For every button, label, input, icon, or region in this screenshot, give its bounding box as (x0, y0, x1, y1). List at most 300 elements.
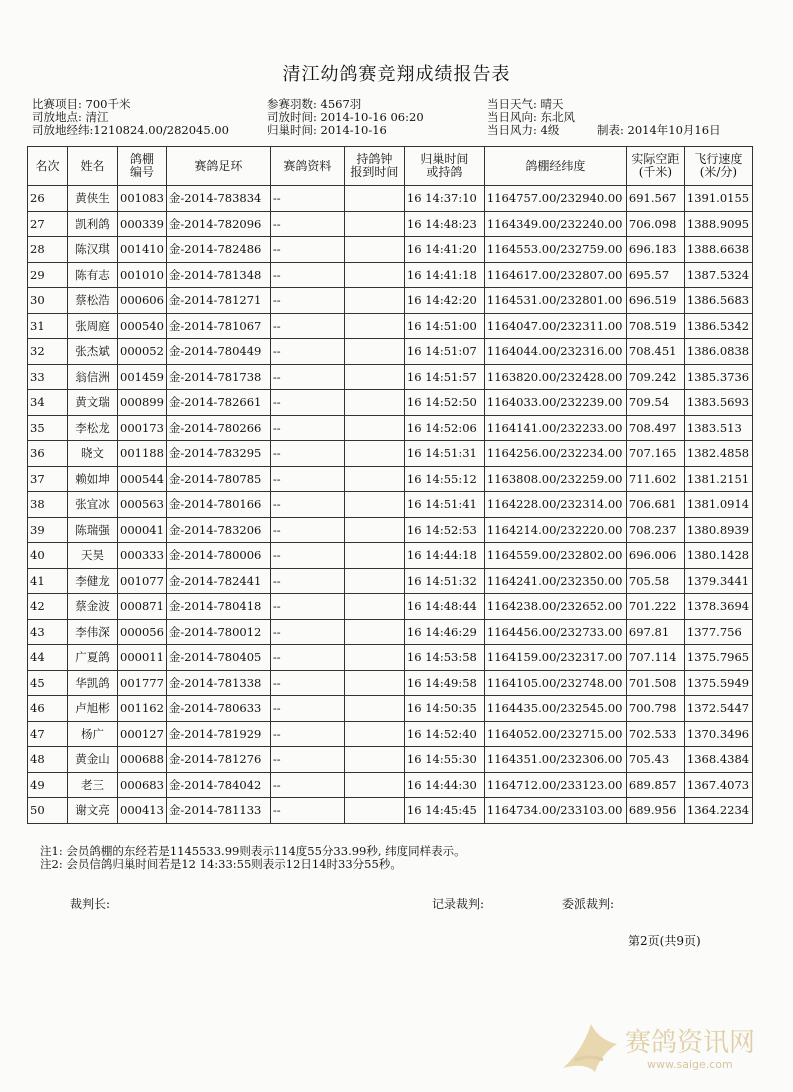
column-header-name: 姓名 (68, 147, 118, 186)
cell-name: 陈有志 (68, 262, 118, 288)
cell-coords: 1164238.00/232652.00 (484, 594, 626, 620)
cell-name: 蔡松浩 (68, 288, 118, 314)
cell-arrival: 16 14:44:18 (404, 543, 484, 569)
cell-clock (344, 543, 404, 569)
cell-rank: 45 (28, 670, 68, 696)
cell-name: 晓文 (68, 441, 118, 467)
cell-ring: 金-2014-781348 (166, 262, 270, 288)
cell-clock (344, 670, 404, 696)
cell-distance: 707.114 (626, 645, 684, 671)
cell-speed: 1364.2234 (684, 798, 752, 824)
table-row (28, 237, 753, 263)
cell-distance: 707.165 (626, 441, 684, 467)
cell-arrival: 16 14:51:32 (404, 568, 484, 594)
cell-coords: 1164553.00/232759.00 (484, 237, 626, 263)
cell-info: -- (270, 645, 344, 671)
cell-ring: 金-2014-782441 (166, 568, 270, 594)
cell-loft: 000899 (118, 390, 167, 416)
cell-arrival: 16 14:51:07 (404, 339, 484, 365)
table-row (28, 339, 753, 365)
table-row (28, 288, 753, 314)
cell-loft: 000052 (118, 339, 167, 365)
cell-rank: 36 (28, 441, 68, 467)
release-time: 司放时间: 2014-10-16 06:20 (267, 110, 424, 124)
cell-rank: 50 (28, 798, 68, 824)
cell-distance: 696.183 (626, 237, 684, 263)
cell-ring: 金-2014-780006 (166, 543, 270, 569)
cell-speed: 1386.0838 (684, 339, 752, 365)
cell-loft: 000173 (118, 415, 167, 441)
cell-distance: 689.857 (626, 772, 684, 798)
cell-distance: 706.098 (626, 211, 684, 237)
cell-loft: 000871 (118, 594, 167, 620)
cell-name: 华凯鸽 (68, 670, 118, 696)
cell-distance: 701.508 (626, 670, 684, 696)
cell-rank: 49 (28, 772, 68, 798)
cell-speed: 1380.8939 (684, 517, 752, 543)
cell-arrival: 16 14:50:35 (404, 696, 484, 722)
cell-coords: 1164757.00/232940.00 (484, 186, 626, 212)
column-header-ring: 赛鸽足环 (166, 147, 270, 186)
cell-info: -- (270, 466, 344, 492)
cell-speed: 1383.5693 (684, 390, 752, 416)
cell-speed: 1370.3496 (684, 721, 752, 747)
cell-rank: 30 (28, 288, 68, 314)
release-site: 司放地点: 清江 (32, 110, 109, 124)
cell-info: -- (270, 772, 344, 798)
watermark-url: www.saige.com (647, 1058, 733, 1071)
cell-distance: 701.222 (626, 594, 684, 620)
cell-ring: 金-2014-781738 (166, 364, 270, 390)
cell-loft: 000413 (118, 798, 167, 824)
cell-ring: 金-2014-780418 (166, 594, 270, 620)
cell-rank: 35 (28, 415, 68, 441)
cell-ring: 金-2014-782096 (166, 211, 270, 237)
page-number: 第2页(共9页) (628, 934, 701, 948)
cell-speed: 1380.1428 (684, 543, 752, 569)
cell-speed: 1368.4384 (684, 747, 752, 773)
cell-rank: 43 (28, 619, 68, 645)
cell-info: -- (270, 721, 344, 747)
cell-rank: 46 (28, 696, 68, 722)
cell-clock (344, 441, 404, 467)
cell-info: -- (270, 211, 344, 237)
watermark-name: 赛鸽资讯网 (625, 1028, 756, 1058)
cell-arrival: 16 14:37:10 (404, 186, 484, 212)
cell-info: -- (270, 339, 344, 365)
entries-count: 参赛羽数: 4567羽 (267, 97, 362, 111)
table-row (28, 492, 753, 518)
cell-coords: 1164052.00/232715.00 (484, 721, 626, 747)
cell-clock (344, 568, 404, 594)
cell-ring: 金-2014-780785 (166, 466, 270, 492)
cell-clock (344, 262, 404, 288)
cell-loft: 000606 (118, 288, 167, 314)
cell-name: 陈汉琪 (68, 237, 118, 263)
cell-arrival: 16 14:51:00 (404, 313, 484, 339)
cell-ring: 金-2014-781133 (166, 798, 270, 824)
cell-distance: 695.57 (626, 262, 684, 288)
cell-distance: 708.237 (626, 517, 684, 543)
table-row (28, 441, 753, 467)
cell-rank: 29 (28, 262, 68, 288)
cell-ring: 金-2014-784042 (166, 772, 270, 798)
cell-clock (344, 517, 404, 543)
column-header-info: 赛鸽资料 (270, 147, 344, 186)
cell-ring: 金-2014-780166 (166, 492, 270, 518)
cell-ring: 金-2014-780449 (166, 339, 270, 365)
cell-distance: 709.54 (626, 390, 684, 416)
table-row (28, 721, 753, 747)
cell-clock (344, 747, 404, 773)
cell-name: 卢旭彬 (68, 696, 118, 722)
cell-rank: 26 (28, 186, 68, 212)
cell-name: 张宜冰 (68, 492, 118, 518)
cell-speed: 1372.5447 (684, 696, 752, 722)
table-row (28, 211, 753, 237)
cell-distance: 708.497 (626, 415, 684, 441)
race-item: 比赛项目: 700千米 (32, 97, 131, 111)
cell-loft: 000339 (118, 211, 167, 237)
cell-arrival: 16 14:55:12 (404, 466, 484, 492)
cell-speed: 1375.5949 (684, 670, 752, 696)
cell-info: -- (270, 747, 344, 773)
cell-speed: 1382.4858 (684, 441, 752, 467)
watermark (555, 1010, 785, 1080)
cell-distance: 705.43 (626, 747, 684, 773)
cell-info: -- (270, 798, 344, 824)
cell-clock (344, 721, 404, 747)
cell-loft: 000563 (118, 492, 167, 518)
cell-speed: 1391.0155 (684, 186, 752, 212)
cell-name: 老三 (68, 772, 118, 798)
cell-coords: 1164141.00/232233.00 (484, 415, 626, 441)
cell-loft: 000683 (118, 772, 167, 798)
cell-speed: 1386.5683 (684, 288, 752, 314)
cell-arrival: 16 14:42:20 (404, 288, 484, 314)
cell-info: -- (270, 415, 344, 441)
cell-ring: 金-2014-781929 (166, 721, 270, 747)
cell-speed: 1388.9095 (684, 211, 752, 237)
cell-arrival: 16 14:51:57 (404, 364, 484, 390)
cell-name: 广夏鸽 (68, 645, 118, 671)
cell-coords: 1163820.00/232428.00 (484, 364, 626, 390)
cell-name: 黄侠生 (68, 186, 118, 212)
cell-coords: 1164734.00/233103.00 (484, 798, 626, 824)
cell-coords: 1164559.00/232802.00 (484, 543, 626, 569)
cell-clock (344, 492, 404, 518)
cell-loft: 001459 (118, 364, 167, 390)
column-header-clock: 持鸽钟 报到时间 (344, 147, 404, 186)
cell-rank: 41 (28, 568, 68, 594)
cell-name: 凯利鸽 (68, 211, 118, 237)
cell-ring: 金-2014-780405 (166, 645, 270, 671)
cell-speed: 1367.4073 (684, 772, 752, 798)
cell-speed: 1383.513 (684, 415, 752, 441)
cell-distance: 711.602 (626, 466, 684, 492)
cell-rank: 27 (28, 211, 68, 237)
cell-rank: 42 (28, 594, 68, 620)
cell-ring: 金-2014-783295 (166, 441, 270, 467)
table-row (28, 772, 753, 798)
cell-info: -- (270, 670, 344, 696)
cell-ring: 金-2014-781276 (166, 747, 270, 773)
return-time: 归巢时间: 2014-10-16 (267, 123, 387, 137)
cell-clock (344, 364, 404, 390)
cell-arrival: 16 14:52:50 (404, 390, 484, 416)
table-row (28, 568, 753, 594)
cell-distance: 689.956 (626, 798, 684, 824)
cell-ring: 金-2014-780012 (166, 619, 270, 645)
cell-info: -- (270, 186, 344, 212)
cell-distance: 706.681 (626, 492, 684, 518)
cell-rank: 34 (28, 390, 68, 416)
cell-arrival: 16 14:51:41 (404, 492, 484, 518)
cell-info: -- (270, 441, 344, 467)
cell-loft: 000056 (118, 619, 167, 645)
cell-coords: 1164349.00/232240.00 (484, 211, 626, 237)
cell-loft: 001162 (118, 696, 167, 722)
cell-info: -- (270, 696, 344, 722)
cell-ring: 金-2014-781067 (166, 313, 270, 339)
notes (40, 845, 466, 871)
cell-name: 黄金山 (68, 747, 118, 773)
cell-loft: 000127 (118, 721, 167, 747)
table-row (28, 186, 753, 212)
cell-arrival: 16 14:41:18 (404, 262, 484, 288)
page-title: 清江幼鸽赛竞翔成绩报告表 (282, 64, 511, 85)
cell-loft: 001077 (118, 568, 167, 594)
cell-rank: 32 (28, 339, 68, 365)
cell-coords: 1163808.00/232259.00 (484, 466, 626, 492)
cell-name: 李健龙 (68, 568, 118, 594)
cell-arrival: 16 14:52:53 (404, 517, 484, 543)
cell-rank: 31 (28, 313, 68, 339)
cell-arrival: 16 14:45:45 (404, 798, 484, 824)
cell-name: 杨广 (68, 721, 118, 747)
cell-loft: 001010 (118, 262, 167, 288)
cell-arrival: 16 14:49:58 (404, 670, 484, 696)
cell-loft: 001777 (118, 670, 167, 696)
cell-arrival: 16 14:55:30 (404, 747, 484, 773)
cell-clock (344, 186, 404, 212)
cell-coords: 1164159.00/232317.00 (484, 645, 626, 671)
cell-info: -- (270, 594, 344, 620)
cell-loft: 000688 (118, 747, 167, 773)
column-header-rank: 名次 (28, 147, 68, 186)
table-row (28, 747, 753, 773)
cell-info: -- (270, 568, 344, 594)
cell-speed: 1381.2151 (684, 466, 752, 492)
cell-coords: 1164228.00/232314.00 (484, 492, 626, 518)
cell-info: -- (270, 619, 344, 645)
cell-loft: 000540 (118, 313, 167, 339)
cell-arrival: 16 14:44:30 (404, 772, 484, 798)
cell-ring: 金-2014-782486 (166, 237, 270, 263)
cell-info: -- (270, 390, 344, 416)
cell-loft: 001083 (118, 186, 167, 212)
cell-info: -- (270, 364, 344, 390)
cell-coords: 1164435.00/232545.00 (484, 696, 626, 722)
cell-speed: 1375.7965 (684, 645, 752, 671)
cell-coords: 1164617.00/232807.00 (484, 262, 626, 288)
table-body (28, 186, 753, 824)
cell-rank: 44 (28, 645, 68, 671)
cell-name: 陈瑞强 (68, 517, 118, 543)
cell-info: -- (270, 237, 344, 263)
cell-name: 谢文亮 (68, 798, 118, 824)
cell-arrival: 16 14:52:06 (404, 415, 484, 441)
cell-loft: 001188 (118, 441, 167, 467)
cell-info: -- (270, 262, 344, 288)
cell-distance: 705.58 (626, 568, 684, 594)
cell-coords: 1164047.00/232311.00 (484, 313, 626, 339)
table-row (28, 390, 753, 416)
cell-coords: 1164105.00/232748.00 (484, 670, 626, 696)
note-2: 注2: 会员信鸽归巢时间若是12 14:33:55则表示12日14时33分55秒。 (40, 857, 402, 871)
cell-clock (344, 594, 404, 620)
cell-arrival: 16 14:48:23 (404, 211, 484, 237)
cell-speed: 1377.756 (684, 619, 752, 645)
cell-clock (344, 415, 404, 441)
cell-clock (344, 390, 404, 416)
table-row (28, 798, 753, 824)
cell-name: 张周庭 (68, 313, 118, 339)
cell-arrival: 16 14:46:29 (404, 619, 484, 645)
cell-loft: 000544 (118, 466, 167, 492)
cell-distance: 691.567 (626, 186, 684, 212)
cell-clock (344, 466, 404, 492)
delegate-referee-label: 委派裁判: (562, 897, 615, 911)
cell-clock (344, 313, 404, 339)
cell-clock (344, 772, 404, 798)
cell-clock (344, 339, 404, 365)
cell-ring: 金-2014-781271 (166, 288, 270, 314)
cell-clock (344, 237, 404, 263)
cell-coords: 1164351.00/232306.00 (484, 747, 626, 773)
cell-name: 李松龙 (68, 415, 118, 441)
table-row (28, 670, 753, 696)
cell-ring: 金-2014-780266 (166, 415, 270, 441)
cell-name: 天昊 (68, 543, 118, 569)
cell-name: 李伟深 (68, 619, 118, 645)
cell-info: -- (270, 288, 344, 314)
cell-ring: 金-2014-780633 (166, 696, 270, 722)
cell-speed: 1388.6638 (684, 237, 752, 263)
cell-speed: 1381.0914 (684, 492, 752, 518)
cell-clock (344, 619, 404, 645)
cell-clock (344, 211, 404, 237)
cell-arrival: 16 14:48:44 (404, 594, 484, 620)
cell-speed: 1387.5324 (684, 262, 752, 288)
table-row (28, 619, 753, 645)
cell-coords: 1164044.00/232316.00 (484, 339, 626, 365)
cell-coords: 1164531.00/232801.00 (484, 288, 626, 314)
cell-coords: 1164033.00/232239.00 (484, 390, 626, 416)
cell-speed: 1385.3736 (684, 364, 752, 390)
chief-referee-label: 裁判长: (70, 897, 111, 911)
cell-rank: 40 (28, 543, 68, 569)
cell-coords: 1164456.00/232733.00 (484, 619, 626, 645)
cell-distance: 697.81 (626, 619, 684, 645)
cell-ring: 金-2014-782661 (166, 390, 270, 416)
wind-direction: 当日风向: 东北风 (487, 110, 576, 124)
cell-ring: 金-2014-783206 (166, 517, 270, 543)
cell-info: -- (270, 517, 344, 543)
race-info (32, 98, 752, 137)
table-row (28, 313, 753, 339)
cell-rank: 33 (28, 364, 68, 390)
cell-speed: 1378.3694 (684, 594, 752, 620)
column-header-distance: 实际空距 (千米) (626, 147, 684, 186)
cell-distance: 708.519 (626, 313, 684, 339)
cell-coords: 1164256.00/232234.00 (484, 441, 626, 467)
table-row (28, 262, 753, 288)
cell-name: 赖如坤 (68, 466, 118, 492)
cell-rank: 38 (28, 492, 68, 518)
wind-force: 当日风力: 4级 (487, 123, 560, 137)
cell-clock (344, 696, 404, 722)
column-header-arrival: 归巢时间 或持鸽 (404, 147, 484, 186)
column-header-speed: 飞行速度 (米/分) (684, 147, 752, 186)
results-table (27, 146, 753, 824)
release-coords: 司放地经纬:1210824.00/282045.00 (32, 123, 229, 137)
cell-coords: 1164241.00/232350.00 (484, 568, 626, 594)
cell-name: 翁信洲 (68, 364, 118, 390)
cell-distance: 708.451 (626, 339, 684, 365)
cell-ring: 金-2014-783834 (166, 186, 270, 212)
table-row (28, 466, 753, 492)
cell-distance: 696.519 (626, 288, 684, 314)
cell-speed: 1379.3441 (684, 568, 752, 594)
cell-info: -- (270, 492, 344, 518)
cell-info: -- (270, 543, 344, 569)
pigeon-logo-icon (555, 1010, 625, 1080)
cell-rank: 37 (28, 466, 68, 492)
cell-rank: 48 (28, 747, 68, 773)
cell-arrival: 16 14:52:40 (404, 721, 484, 747)
column-header-loft: 鸽棚 编号 (118, 147, 167, 186)
cell-distance: 702.533 (626, 721, 684, 747)
weather: 当日天气: 晴天 (487, 97, 564, 111)
cell-coords: 1164214.00/232220.00 (484, 517, 626, 543)
table-row (28, 543, 753, 569)
recorder-referee-label: 记录裁判: (432, 897, 485, 911)
cell-coords: 1164712.00/233123.00 (484, 772, 626, 798)
cell-arrival: 16 14:51:31 (404, 441, 484, 467)
made-date: 制表: 2014年10月16日 (597, 123, 721, 137)
cell-loft: 000011 (118, 645, 167, 671)
cell-clock (344, 798, 404, 824)
cell-speed: 1386.5342 (684, 313, 752, 339)
table-row (28, 517, 753, 543)
cell-ring: 金-2014-781338 (166, 670, 270, 696)
cell-clock (344, 645, 404, 671)
table-row (28, 364, 753, 390)
cell-arrival: 16 14:41:20 (404, 237, 484, 263)
cell-loft: 000041 (118, 517, 167, 543)
cell-name: 张杰斌 (68, 339, 118, 365)
table-header-row (28, 147, 753, 186)
cell-clock (344, 288, 404, 314)
table-row (28, 645, 753, 671)
table-row (28, 696, 753, 722)
cell-loft: 001410 (118, 237, 167, 263)
cell-rank: 47 (28, 721, 68, 747)
cell-distance: 709.242 (626, 364, 684, 390)
cell-rank: 28 (28, 237, 68, 263)
cell-name: 蔡金波 (68, 594, 118, 620)
